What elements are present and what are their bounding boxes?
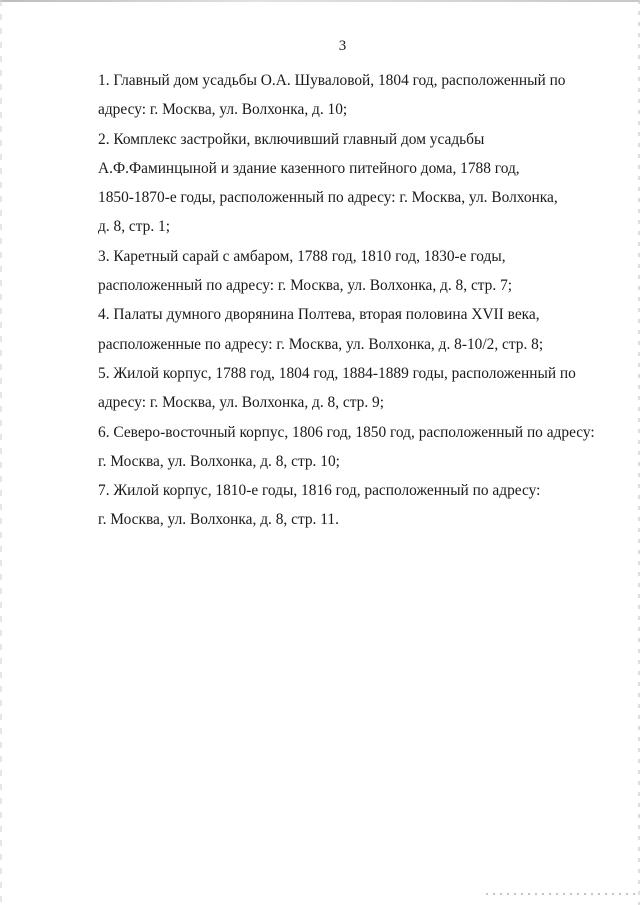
text-line: 1. Главный дом усадьбы О.А. Шуваловой, 1804 год, расположенный по xyxy=(98,72,566,89)
text-line: д. 8, стр. 1; xyxy=(98,218,171,236)
text-line: 3. Каретный сарай с амбаром, 1788 год, 1810 год, 1830-е годы, xyxy=(98,247,506,265)
text-line: расположенные по адресу: г. Москва, ул. Волхонка, д. 8-10/2, стр. 8; xyxy=(98,335,544,353)
text-line: 2. Комплекс застройки, включивший главный дом усадьбы xyxy=(98,130,485,148)
text-line: г. Москва, ул. Волхонка, д. 8, стр. 11. xyxy=(98,511,339,529)
text-line: 1850-1870-е годы, расположенный по адресу: г. Москва, ул. Волхонка, xyxy=(98,189,558,207)
text-line: адресу: г. Москва, ул. Волхонка, д. 8, стр. 9; xyxy=(98,394,385,412)
text-line: 6. Северо-восточный корпус, 1806 год, 1850 год, расположенный по адресу: xyxy=(98,423,595,441)
scan-edge-left xyxy=(0,0,2,905)
text-line: г. Москва, ул. Волхонка, д. 8, стр. 10; xyxy=(98,452,340,470)
page-number: 3 xyxy=(338,38,347,54)
text-line: адресу: г. Москва, ул. Волхонка, д. 10; xyxy=(98,101,348,119)
scan-artifact-dots xyxy=(486,893,636,895)
text-line: 5. Жилой корпус, 1788 год, 1804 год, 1884-1889 годы, расположенный по xyxy=(98,364,576,382)
text-line: А.Ф.Фаминцыной и здание казенного питейного дома, 1788 год, xyxy=(98,159,520,177)
text-line: 4. Палаты думного дворянина Полтева, вторая половина XVII века, xyxy=(98,306,540,324)
text-line: 7. Жилой корпус, 1810-е годы, 1816 год, расположенный по адресу: xyxy=(98,482,541,500)
document-body xyxy=(98,66,598,535)
text-line: расположенный по адресу: г. Москва, ул. Волхонка, д. 8, стр. 7; xyxy=(98,277,513,295)
scan-edge-top xyxy=(0,0,640,2)
